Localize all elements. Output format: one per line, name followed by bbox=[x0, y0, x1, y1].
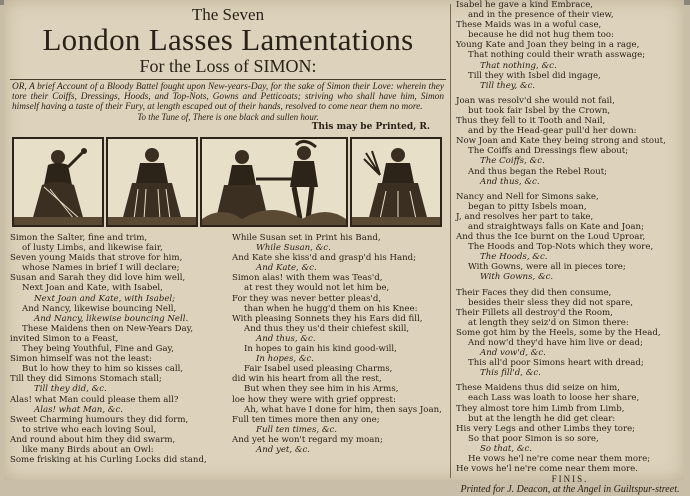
verse-line: These Maidens then on New-Years Day, bbox=[22, 323, 194, 334]
verse-line: And thus began the Rebel Rout; bbox=[468, 166, 608, 177]
verse-line: These Maidens thus did seize on him, bbox=[456, 383, 620, 394]
title-rule bbox=[10, 79, 446, 80]
broadside-sheet bbox=[4, 0, 684, 496]
woodcut-woman-fan bbox=[350, 137, 442, 227]
verse-line: And thus, &c. bbox=[480, 176, 540, 187]
verse-column-1 bbox=[10, 233, 224, 465]
verse-line: at length they seiz'd on Simon there: bbox=[468, 317, 629, 328]
verse-line: The Hoods, &c. bbox=[480, 252, 548, 263]
verse-line: This fill'd, &c. bbox=[480, 368, 541, 379]
verse-columns bbox=[10, 233, 446, 465]
woodcut-couple bbox=[200, 137, 348, 227]
verse-line: In hopes, &c. bbox=[256, 354, 315, 365]
verse-line: For they was never better pleas'd, bbox=[232, 293, 382, 304]
verse-line: Till they, &c. bbox=[480, 80, 536, 91]
verse-line: because he did not hug them too: bbox=[468, 30, 614, 41]
verse-line: But lo how they to him so kisses call, bbox=[22, 364, 184, 375]
verse-line: While Susan set in Print his Band, bbox=[232, 233, 381, 243]
verse-line: Their Faces they did then consume, bbox=[456, 287, 612, 298]
verse-line: And vow'd, &c. bbox=[480, 348, 546, 359]
verse-line: And Nancy, likewise bouncing Nell, bbox=[22, 303, 177, 314]
verse-line: Full ten times, &c. bbox=[256, 424, 338, 435]
verse-line: Simon the Salter, fine and trim, bbox=[10, 233, 148, 243]
verse-line: Some got him by the Heels, some by the Head, bbox=[456, 327, 661, 338]
verse-line: of lusty Limbs, and likewise fair, bbox=[22, 243, 163, 254]
verse-line: They being Youthful, Fine and Gay, bbox=[22, 344, 174, 355]
verse-line: The Coiffs and Dressings flew about; bbox=[468, 146, 629, 157]
title-line-1: The Seven bbox=[191, 5, 265, 24]
verse-line: With pleasing Sonnets they his Ears did fill, bbox=[232, 313, 423, 324]
verse-line: at rest they would not let him be, bbox=[244, 283, 390, 294]
verse-line: They almost tore him Limb from Limb, bbox=[456, 403, 625, 414]
verse-line: Till they with Isbel did ingage, bbox=[468, 70, 601, 81]
verse-line: each Lass was loath to loose her share, bbox=[468, 393, 640, 404]
verse-line: besides their sless they did not spare, bbox=[468, 297, 633, 308]
verse-line: Nancy and Nell for Simons sake, bbox=[456, 191, 599, 202]
verse-line: And Kate, &c. bbox=[256, 263, 317, 274]
verse-line: Next Joan and Kate, with Isabel, bbox=[22, 283, 163, 294]
tune-line: To the Tune of, There is one black and sullen hour. bbox=[137, 112, 319, 122]
verse-line: Alas! what Man could please them all? bbox=[10, 394, 179, 405]
verse-line: but at the length he did get clear: bbox=[468, 413, 616, 424]
verse-line: With Gowns, &c. bbox=[480, 272, 554, 283]
verse-line: The Hoods and Top-Nots which they wore, bbox=[468, 242, 654, 253]
verse-line: That nothing could their wrath asswage; bbox=[468, 50, 646, 61]
verse-line: to strive who each loving Soul, bbox=[22, 424, 157, 435]
verse-column-3 bbox=[456, 0, 684, 474]
verse-line: So that poor Simon is so sore, bbox=[468, 433, 599, 444]
verse-line: His very Legs and other Limbs they tore; bbox=[456, 423, 636, 434]
verse-line: He vows he'l ne're come near them more. bbox=[456, 464, 638, 475]
verse-line: And thus the Ice burnt on the Loud Uproar, bbox=[456, 232, 646, 243]
verse-line: Till they did, &c. bbox=[34, 384, 107, 395]
woodcut-row bbox=[10, 137, 446, 229]
license-line: This may be Printed, R. bbox=[311, 122, 430, 132]
verse-line: And round about him they did swarm, bbox=[10, 434, 176, 445]
intro-paragraph: OR, A brief Account of a Bloody Battel fought upon New-years-Day, for the sake of Simon their Love: wherein they tore their Coiffs, Dressings, Hoods, and Top-Nots, Gowns and Petticoats; striving who shall have him, Simon himself having a taste of their Fury, at length escaped out of their hands, resolved to come near them no more. bbox=[12, 82, 444, 112]
verse-line: Next Joan and Kate, with Isabel; bbox=[34, 293, 176, 304]
verse-line: That nothing, &c. bbox=[480, 60, 557, 71]
verse-line: And thus, &c. bbox=[256, 333, 316, 344]
verse-line: In hopes to gain his kind good-will, bbox=[244, 344, 397, 355]
verse-line: He vows he'l ne're come near them more; bbox=[468, 454, 651, 465]
verse-column-2 bbox=[232, 233, 446, 465]
verse-line: And thus they us'd their chiefest skill, bbox=[244, 323, 410, 334]
right-panel bbox=[456, 0, 684, 496]
verse-line: J, and resolves her part to take, bbox=[456, 211, 594, 222]
verse-line: Joan was resolv'd she would not fail, bbox=[456, 95, 615, 106]
verse-line: This all'd poor Simons heart with dread; bbox=[468, 358, 644, 369]
verse-line: loe how they were with grief opprest: bbox=[232, 394, 396, 405]
verse-line: Isabel he gave a kind Embrace, bbox=[456, 0, 594, 10]
verse-line: invited Simon to a Feast, bbox=[10, 333, 119, 344]
title-line-2: London Lasses Lamentations bbox=[42, 22, 414, 57]
woodcut-woman-raised-hand bbox=[12, 137, 104, 227]
verse-line: And yet he won't regard my moan; bbox=[232, 434, 383, 445]
verse-line: did win his heart from all the rest, bbox=[232, 374, 382, 385]
verse-line: Susan and Sarah they did love him well, bbox=[10, 273, 186, 284]
column-divider bbox=[450, 4, 451, 478]
verse-line: And Kate she kiss'd and grasp'd his Hand; bbox=[232, 253, 417, 264]
title-line-3: For the Loss of SIMON: bbox=[139, 56, 317, 76]
verse-line: Simon alas! with them was Teas'd, bbox=[232, 273, 383, 284]
verse-line: And yet, &c. bbox=[256, 444, 311, 455]
verse-line: The Coiffs, &c. bbox=[480, 156, 545, 167]
verse-line: These Maids was in a woful case, bbox=[456, 20, 602, 31]
verse-line: And now'd they'd have him live or dead; bbox=[468, 338, 643, 348]
verse-line: Full ten times more then any one; bbox=[232, 414, 380, 425]
verse-line: and straightways falls on Kate and Joan; bbox=[468, 221, 644, 232]
verse-line: but took fair Isbel by the Crown, bbox=[468, 105, 611, 116]
imprint: Printed for J. Deacon, at the Angel in Guiltspur-street. bbox=[460, 484, 680, 496]
verse-line: So that, &c. bbox=[480, 443, 533, 454]
verse-line: like many Birds about an Owl: bbox=[22, 444, 154, 455]
verse-line: and in the presence of their view, bbox=[468, 10, 614, 21]
verse-line: And Nancy, likewise bouncing Nell. bbox=[34, 313, 189, 324]
verse-line: While Susan, &c. bbox=[256, 243, 331, 254]
verse-line: began to pitty Isbels moan, bbox=[468, 201, 587, 212]
left-panel bbox=[10, 6, 446, 465]
verse-line: Alas! what Man, &c. bbox=[34, 404, 123, 415]
verse-line: Young Kate and Joan they being in a rage, bbox=[456, 40, 640, 51]
verse-line: Thus they fell to it Tooth and Nail, bbox=[456, 116, 606, 127]
verse-line: than when he hugg'd them on his Knee: bbox=[244, 303, 418, 314]
verse-line: and by the Head-gear pull'd her down: bbox=[468, 126, 637, 137]
verse-line: Now Joan and Kate they being strong and stout, bbox=[456, 136, 666, 147]
verse-line: Some frisking at his Curling Locks did stand, bbox=[10, 455, 207, 466]
woodcut-woman-gown bbox=[106, 137, 198, 227]
finis: FINIS. bbox=[551, 474, 589, 485]
verse-line: Their Fillets all destroy'd the Room, bbox=[456, 307, 613, 318]
verse-line: Ah, what have I done for him, then says Joan, bbox=[244, 404, 442, 415]
verse-line: Till they did Simons Stomach stall; bbox=[10, 374, 162, 385]
verse-line: With Gowns, were all in pieces tore; bbox=[468, 262, 626, 273]
verse-line: whose Names in brief I will declare; bbox=[22, 263, 180, 274]
verse-line: Seven young Maids that strove for him, bbox=[10, 253, 183, 264]
verse-line: But when they see him in his Arms, bbox=[244, 384, 399, 395]
verse-line: Simon himself was not the least: bbox=[10, 354, 152, 365]
verse-line: Sweet Charming humours they did form, bbox=[10, 414, 189, 425]
verse-line: Fair Isabel used pleasing Charms, bbox=[244, 364, 393, 375]
